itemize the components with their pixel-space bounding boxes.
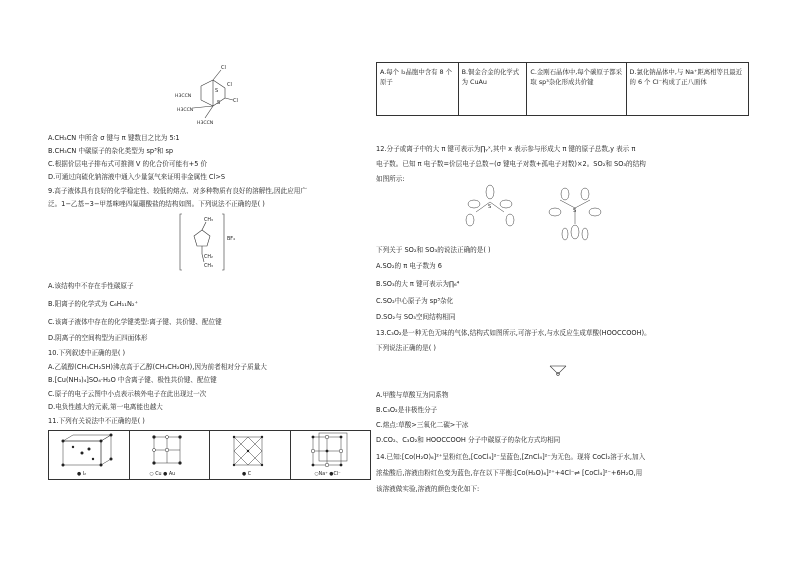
q9-stem-line2: 泛。1−乙基−3−甲基咪唑四氟硼酸盐的结构如图。下列说法不正确的是( )	[48, 200, 265, 208]
c3o2-structure-figure	[546, 360, 570, 380]
q13-option-d: D.CO₂、C₃O₂和 HOOCCOOH 分子中碳原子的杂化方式均相同	[376, 436, 561, 444]
q13-option-c: C.熔点:草酸>三氧化二碳>干冰	[376, 421, 469, 429]
q8-option-c: C.根据价层电子排布式可推测 V 的化合价可能有+5 价	[48, 160, 208, 168]
fig1-label: Cl	[233, 98, 238, 104]
fig1-label: Cl	[227, 82, 232, 88]
q9-option-d: D.阴离子的空间构型为正四面体形	[48, 334, 148, 342]
q12-option-a: A.SO₂的 π 电子数为 6	[376, 262, 442, 270]
fig1-label: S	[215, 88, 219, 94]
crystal-legend: ○Na⁺ ●Cl⁻	[314, 472, 341, 477]
q10-stem: 10.下列叙述中正确的是( )	[48, 349, 126, 357]
fig1-label: H3CCN	[175, 94, 192, 99]
q8-option-a: A.CH₃CN 中所含 σ 键与 π 键数目之比为 5∶1	[48, 134, 180, 142]
q9-option-b: B.阳离子的化学式为 C₆H₁₁N₂⁺	[48, 300, 139, 308]
crystal-cell-i2	[49, 431, 130, 480]
q13-option-a: A.甲酸与草酸互为同系物	[376, 391, 449, 399]
fig9-label: CH₃	[204, 264, 213, 269]
q10-option-c: C.原子的电子云图中小点表示核外电子在此出现过一次	[48, 390, 207, 398]
q11-option-a: A.每个 I₂晶胞中含有 8 个原子	[377, 63, 459, 116]
fig1-label: H3CCN	[177, 108, 194, 113]
q13-line2: 下列说法正确的是( )	[376, 344, 436, 352]
nacl-cell-figure	[291, 431, 369, 475]
q11-options-table	[376, 62, 749, 116]
crystal-cell-diamond	[210, 431, 291, 480]
fig1-label: S	[217, 100, 221, 106]
vanadium-complex-figure	[175, 62, 255, 128]
fig1-label: H3CCN	[197, 121, 214, 126]
q12-option-d: D.SO₂与 SO₃空间结构相同	[376, 313, 456, 321]
crystal-legend: ○ Cu ● Au	[149, 472, 176, 477]
fig9-label: CH₃	[204, 218, 213, 223]
q11-stem: 11.下列有关说法中不正确的是( )	[48, 417, 145, 425]
q11-option-d: D.氯化钠晶体中,与 Na⁺距离相等且最近的 6 个 Cl⁻构成了正八面体	[626, 63, 748, 116]
q9-option-c: C.该离子液体中存在的化学键类型:离子键、共价键、配位键	[48, 318, 222, 326]
q8-option-d: D.可通过向硫化钠溶液中通入少量氯气来证明非金属性 Cl>S	[48, 173, 226, 181]
diamond-cell-figure	[210, 431, 288, 475]
q11-option-c: C.金刚石晶体中,每个碳原子都采取 sp³杂化形成共价键	[527, 63, 626, 116]
crystal-cell-nacl	[290, 431, 371, 480]
q8-option-b: B.CH₃CN 中碳原子的杂化类型为 sp³和 sp	[48, 147, 174, 155]
fig9-label: CH₂	[204, 255, 213, 260]
q12-line1: 12.分子或离子中的大 π 键可表示为∏ᵧˣ,其中 x 表示参与形成大 π 键的原子总数,y 表示 π	[376, 145, 636, 153]
cuau-cell-figure	[130, 431, 208, 475]
q14-line2: 浓盐酸后,溶液由粉红色变为蓝色,存在以下平衡:[Co(H₂O)₆]²⁺+4Cl⁻⇌ [CoCl₄]²⁻+6H₂O,用	[376, 469, 643, 477]
crystal-figures-row	[48, 430, 371, 480]
q12-line3: 如图所示:	[376, 175, 405, 183]
crystal-cell-cuau	[129, 431, 210, 480]
q14-line3: 该溶液做实验,溶液的颜色变化如下:	[376, 485, 480, 493]
so3-s-label: S	[573, 208, 577, 214]
fig9-label: BF₄	[227, 237, 235, 242]
q12-option-b: B.SO₃的大 π 键可表示为∏₆⁴	[376, 280, 460, 288]
i2-cell-figure	[49, 431, 127, 475]
q9-option-a: A.该结构中不存在手性碳原子	[48, 282, 134, 290]
q13-option-b: B.C₃O₂是非极性分子	[376, 406, 438, 414]
crystal-legend: ● I₂	[77, 472, 87, 477]
q12-line2: 电子数。已知 π 电子数=价层电子总数−(σ 键电子对数+孤电子对数)×2。SO₂和 SO₃的结构	[376, 160, 646, 168]
fig1-label: Cl	[221, 65, 226, 71]
ionic-liquid-figure	[178, 212, 244, 272]
q10-option-a: A.乙硫醇(CH₃CH₂SH)沸点高于乙醇(CH₃CH₂OH),因为前者相对分子质量大	[48, 363, 267, 371]
q12-option-c: C.SO₂中心原子为 sp³杂化	[376, 297, 454, 305]
q14-line1: 14.已知:[Co(H₂O)₆]²⁺呈粉红色,[CoCl₄]²⁻呈蓝色,[ZnCl₄]²⁻为无色。现将 CoCl₂溶于水,加入	[376, 453, 646, 461]
q9-stem-line1: 9.高子液体具有良好的化学稳定性、较低的熔点、对多种物质有良好的溶解性,因此应用广	[48, 187, 307, 195]
q11-option-b: B.铜金合金的化学式为 CuAu	[458, 63, 527, 116]
so2-s-label: S	[488, 204, 492, 210]
q10-option-b: B.[Cu(NH₃)₄]SO₄·H₂O 中含离子键、极性共价键、配位键	[48, 376, 217, 384]
q12-stem: 下列关于 SO₂和 SO₃的说法正确的是( )	[376, 246, 491, 254]
so2-so3-figure	[460, 182, 620, 244]
crystal-legend: ● C	[242, 472, 252, 477]
q13-line1: 13.C₃O₂是一种无色无味的气体,结构式如图所示,可溶于水,与水反应生成草酸(HOOCCOOH)。	[376, 329, 651, 337]
q10-option-d: D.电负性越大的元素,第一电离能也越大	[48, 403, 163, 411]
